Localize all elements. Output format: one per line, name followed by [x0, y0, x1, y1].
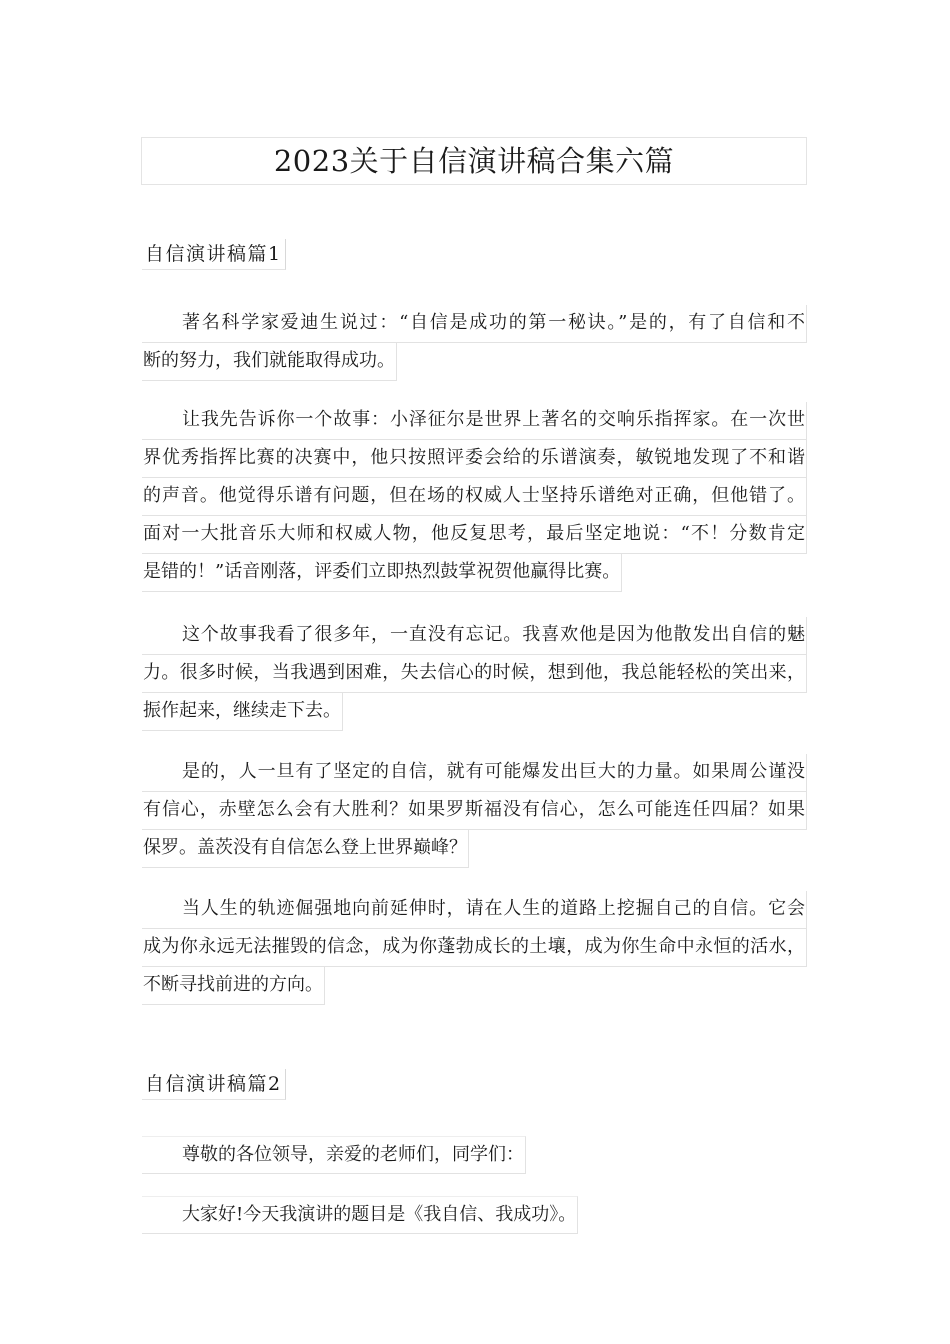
paragraph-line: 界优秀指挥比赛的决赛中，他只按照评委会给的乐谱演奏，敏锐地发现了不和谐	[142, 440, 807, 478]
paragraph-line: 是错的！”话音刚落，评委们立即热烈鼓掌祝贺他赢得比赛。	[142, 554, 622, 592]
paragraph-line: 力。很多时候，当我遇到困难，失去信心的时候，想到他，我总能轻松的笑出来，	[142, 655, 807, 693]
paragraph	[142, 305, 807, 385]
paragraph-line: 著名科学家爱迪生说过：“自信是成功的第一秘诀。”是的，有了自信和不	[142, 305, 807, 343]
paragraph	[142, 1196, 807, 1238]
paragraph-line: 这个故事我看了很多年，一直没有忘记。我喜欢他是因为他散发出自信的魅	[142, 617, 807, 655]
paragraph-line: 尊敬的各位领导，亲爱的老师们，同学们：	[142, 1136, 526, 1174]
paragraph	[142, 891, 807, 1009]
paragraph-line: 有信心，赤壁怎么会有大胜利？如果罗斯福没有信心，怎么可能连任四届？如果	[142, 792, 807, 830]
section-heading-1: 自信演讲稿篇1	[142, 239, 286, 270]
paragraph-line: 当人生的轨迹倔强地向前延伸时，请在人生的道路上挖掘自己的自信。它会	[142, 891, 807, 929]
paragraph-line: 的声音。他觉得乐谱有问题，但在场的权威人士坚持乐谱绝对正确，但他错了。	[142, 478, 807, 516]
paragraph	[142, 617, 807, 735]
paragraph-line: 断的努力，我们就能取得成功。	[142, 343, 397, 381]
paragraph-line: 让我先告诉你一个故事：小泽征尔是世界上著名的交响乐指挥家。在一次世	[142, 402, 807, 440]
section-heading-2: 自信演讲稿篇2	[142, 1069, 286, 1100]
paragraph	[142, 402, 807, 596]
paragraph-line: 成为你永远无法摧毁的信念，成为你蓬勃成长的土壤，成为你生命中永恒的活水，	[142, 929, 807, 967]
paragraph-line: 面对一大批音乐大师和权威人物，他反复思考，最后坚定地说：“不！分数肯定	[142, 516, 807, 554]
paragraph-line: 保罗。盖茨没有自信怎么登上世界巅峰？	[142, 830, 469, 868]
paragraph-line: 大家好!今天我演讲的题目是《我自信、我成功》。	[142, 1196, 578, 1234]
paragraph-line: 是的，人一旦有了坚定的自信，就有可能爆发出巨大的力量。如果周公谨没	[142, 754, 807, 792]
paragraph	[142, 754, 807, 872]
paragraph-line: 不断寻找前进的方向。	[142, 967, 325, 1005]
paragraph	[142, 1136, 807, 1178]
paragraph-line: 振作起来，继续走下去。	[142, 693, 343, 731]
document-title: 2023关于自信演讲稿合集六篇	[141, 137, 807, 185]
